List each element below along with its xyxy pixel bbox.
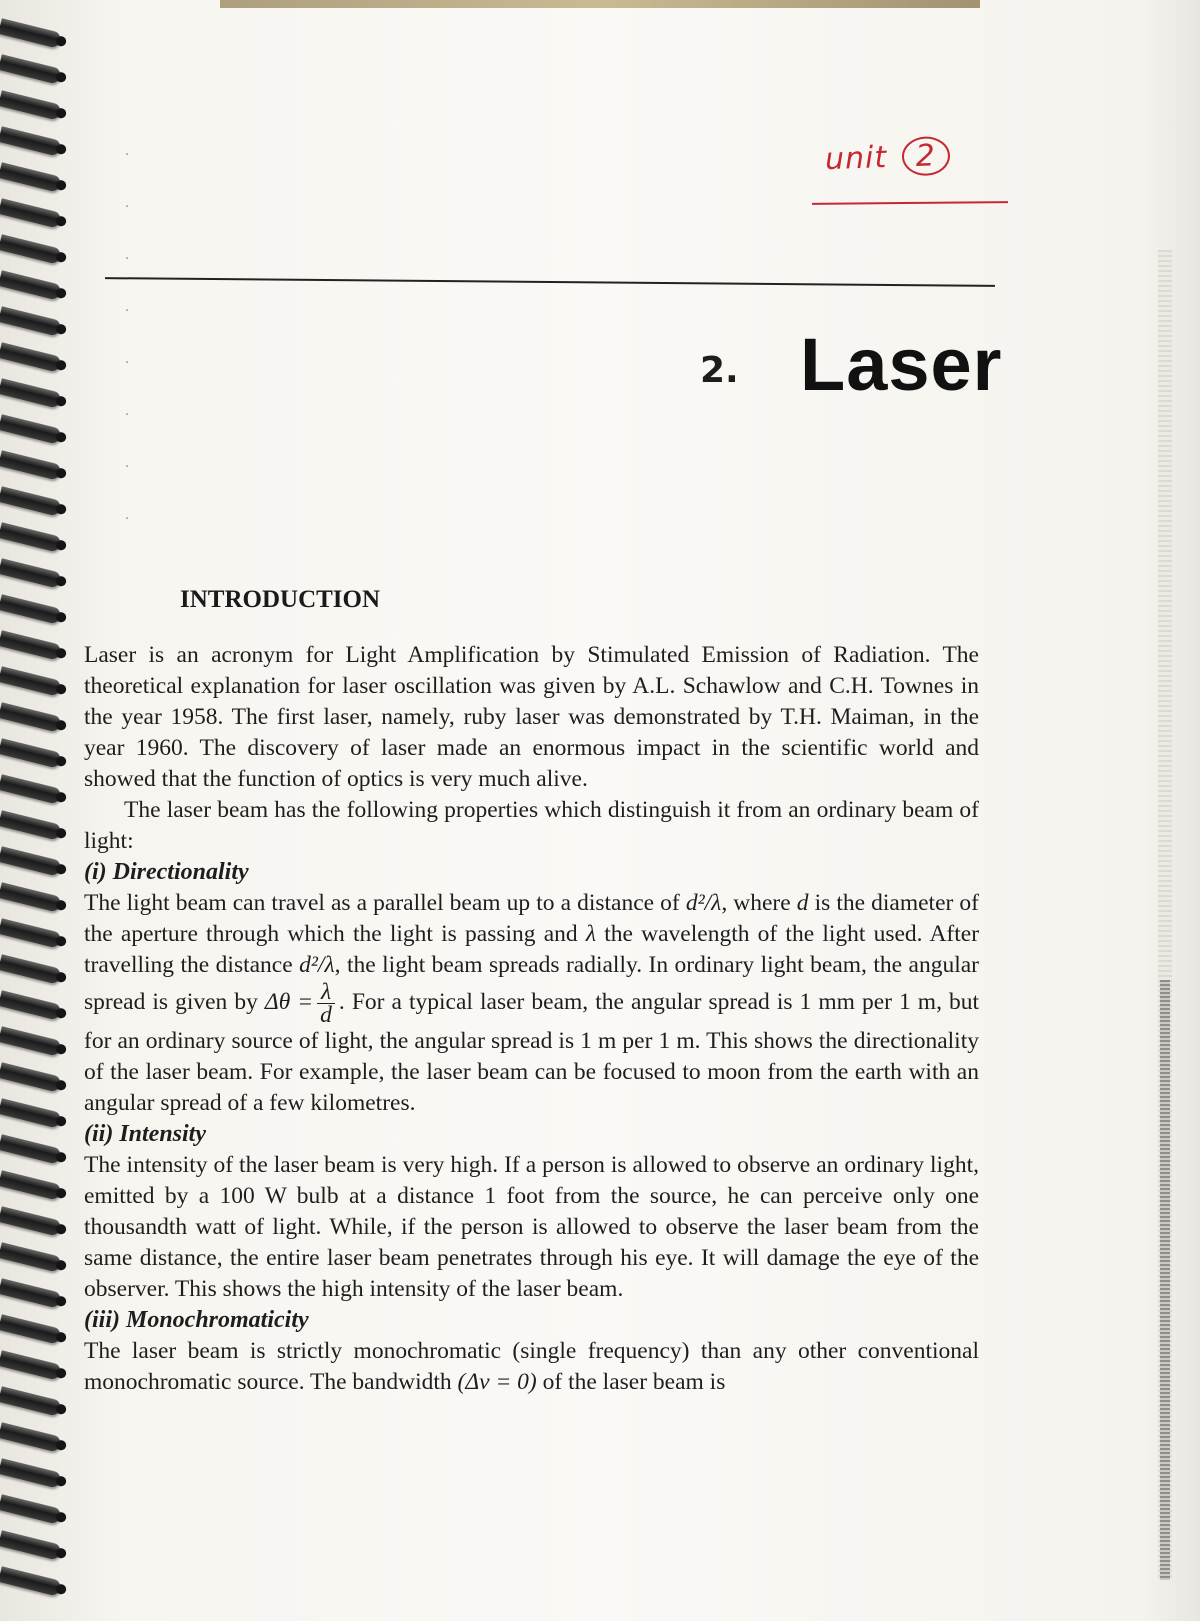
formula-angular-spread-fraction	[317, 981, 335, 1026]
binding-ring	[0, 18, 62, 49]
intro-paragraph-2: The laser beam has the following properties which distinguish it from an ordinary beam of light:	[84, 797, 979, 854]
directionality-text-f: . For a typical laser beam, the angular spread is 1 mm per 1 m, but for an ordinary source of light, the angular spread is 1 m per 1 m. This shows the directionality of the laser beam. For example, the laser beam can be focused to moon from the earth with an angular spread of a few kilometres.	[84, 988, 980, 1116]
binding-ring	[0, 342, 62, 373]
binding-ring	[0, 990, 62, 1021]
handwritten-underline	[812, 201, 1008, 205]
formula-d2-lambda-b: d²/λ	[299, 952, 335, 978]
intensity-heading: (ii) Intensity	[84, 1121, 207, 1147]
formula-bandwidth: (Δν = 0)	[457, 1369, 537, 1395]
binding-ring	[0, 1278, 62, 1309]
variable-lambda: λ	[585, 921, 597, 947]
directionality-text-e: , the light beam spreads radially. In ordinary light beam, the angular spread is given by	[84, 952, 979, 1015]
binding-ring	[0, 1422, 62, 1453]
binding-ring	[0, 414, 62, 445]
binding-ring	[0, 1314, 62, 1345]
binding-ring	[0, 774, 62, 805]
binding-ring	[0, 306, 62, 337]
binding-ring	[0, 738, 62, 769]
binding-ring	[0, 702, 62, 733]
chapter-title: Laser	[800, 323, 1003, 406]
binding-ring	[0, 666, 62, 697]
directionality-heading: (i) Directionality	[84, 859, 249, 885]
fraction-numerator: λ	[317, 981, 335, 1004]
monochromaticity-text-a: The laser beam is strictly monochromatic (single frequency) than any other conventional monochromatic source. The bandwidth	[84, 1338, 979, 1395]
chapter-number: 2.	[700, 350, 739, 391]
binding-ring	[0, 522, 62, 553]
chapter-rule	[105, 277, 995, 287]
binding-ring	[0, 1350, 62, 1381]
binding-ring	[0, 1098, 62, 1129]
fraction-denominator: d	[320, 1002, 332, 1028]
binding-ring	[0, 1494, 62, 1525]
binding-ring	[0, 1386, 62, 1417]
binding-ring	[0, 558, 62, 589]
monochromaticity-paragraph	[84, 1336, 979, 1398]
binding-ring	[0, 162, 62, 193]
directionality-text-d: the wavelength of the light used. After travelling the distance	[84, 921, 980, 978]
binding-ring	[0, 1458, 62, 1489]
binding-ring	[0, 378, 62, 409]
binding-ring	[0, 234, 62, 265]
binding-ring	[0, 1026, 62, 1057]
variable-d: d	[796, 890, 809, 916]
binding-ring	[0, 1566, 62, 1597]
binding-ring	[0, 1530, 62, 1561]
binding-ring	[0, 1170, 62, 1201]
binding-ring	[0, 54, 62, 85]
spiral-binding	[0, 0, 80, 1621]
right-page-edge	[1158, 250, 1172, 1580]
formula-angular-spread-lhs: Δθ =	[264, 988, 314, 1015]
directionality-text-b: , where	[721, 890, 791, 916]
directionality-text-a: The light beam can travel as a parallel beam up to a distance of	[84, 890, 680, 916]
binding-ring	[0, 486, 62, 517]
binding-ring	[0, 594, 62, 625]
formula-d2-lambda-a: d²/λ	[685, 890, 722, 916]
handwritten-unit-number: 2	[901, 136, 950, 177]
binding-ring	[0, 882, 62, 913]
introduction-heading: INTRODUCTION	[180, 586, 381, 613]
intensity-paragraph: The intensity of the laser beam is very high. If a person is allowed to observe an ordinary light, emitted by a 100 W bulb at a distance 1 foot from the source, he can perceive only one thousandth watt of light. While, if the person is allowed to observe the laser beam from the same distance, the entire laser beam penetrates through his eye. It will damage the eye of the observer. This shows the high intensity of the laser beam.	[84, 1152, 979, 1302]
right-edge-shadow	[1160, 980, 1170, 1580]
binding-ring	[0, 630, 62, 661]
binding-ring	[0, 846, 62, 877]
body-text	[84, 640, 979, 1398]
directionality-paragraph	[84, 888, 979, 1119]
intro-paragraph-1: Laser is an acronym for Light Amplification by Stimulated Emission of Radiation. The theoretical explanation for laser oscillation was given by A.L. Schawlow and C.H. Townes in the year 1958. The first laser, namely, ruby laser was demonstrated by T.H. Maiman, in the year 1960. The discovery of laser made an enormous impact in the scientific world and showed that the function of optics is very much alive.	[84, 642, 979, 792]
handwritten-unit-note	[824, 136, 950, 179]
top-edge-strip	[220, 0, 980, 8]
monochromaticity-heading: (iii) Monochromaticity	[84, 1307, 309, 1333]
monochromaticity-text-b: of the laser beam is	[542, 1369, 726, 1395]
margin-marks: · · · · · · · ·	[125, 148, 130, 527]
binding-ring	[0, 198, 62, 229]
binding-ring	[0, 90, 62, 121]
binding-ring	[0, 450, 62, 481]
binding-ring	[0, 126, 62, 157]
binding-ring	[0, 270, 62, 301]
binding-ring	[0, 954, 62, 985]
binding-ring	[0, 1206, 62, 1237]
binding-ring	[0, 1134, 62, 1165]
binding-ring	[0, 1062, 62, 1093]
handwritten-unit-text: unit	[824, 140, 888, 178]
binding-ring	[0, 918, 62, 949]
directionality-text-c: is the diameter of the aperture through which the light is passing and	[84, 890, 979, 947]
binding-ring	[0, 1242, 62, 1273]
binding-ring	[0, 810, 62, 841]
